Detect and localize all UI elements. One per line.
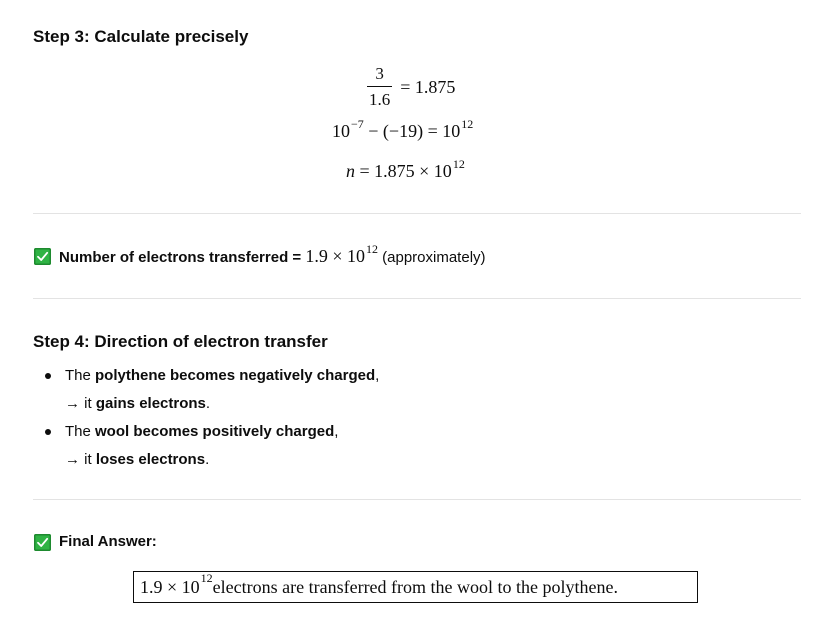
final-value-base: 1.9 × 10 xyxy=(140,576,200,597)
separator-2 xyxy=(33,298,801,299)
result-value xyxy=(305,242,378,266)
step3-heading: Step 3: Calculate precisely xyxy=(33,27,249,46)
direction-list xyxy=(33,362,379,474)
final-answer-text: electrons are transferred from the wool to the polythene. xyxy=(212,576,618,597)
result-power: 12 xyxy=(365,242,378,256)
check-mark-button-icon xyxy=(34,248,51,265)
fraction xyxy=(367,64,392,110)
fraction-equation xyxy=(367,62,455,112)
result-label: Number of electrons transferred = xyxy=(59,249,306,266)
final-answer-label xyxy=(59,533,157,550)
subline-bold: gains electrons xyxy=(95,395,206,412)
item-bold: wool becomes positively charged xyxy=(95,423,335,440)
exponent-base: 10 xyxy=(332,121,350,141)
check-mark-button-icon xyxy=(34,534,51,551)
list-item xyxy=(33,362,379,418)
item-suffix: , xyxy=(334,423,339,440)
subline-prefix: → it xyxy=(65,395,96,412)
n-equation xyxy=(346,157,465,182)
final-power: 12 xyxy=(200,570,213,585)
exponent-equation xyxy=(332,117,474,142)
item-prefix: The xyxy=(65,423,96,440)
item-suffix: , xyxy=(375,367,380,384)
item-subline xyxy=(65,446,379,474)
subline-bold: loses electrons xyxy=(95,451,206,468)
fraction-denominator: 1.6 xyxy=(367,86,392,110)
n-variable: n xyxy=(346,161,355,181)
result-value-base: 1.9 × 10 xyxy=(305,246,365,266)
result-line xyxy=(59,242,486,267)
fraction-numerator: 3 xyxy=(375,64,384,83)
subline-prefix: → it xyxy=(65,451,96,468)
exponent-power-right: 12 xyxy=(461,117,474,131)
n-expression: = 1.875 × 10 xyxy=(355,161,452,181)
subline-suffix: . xyxy=(205,395,211,412)
fraction-result: = 1.875 xyxy=(400,76,456,97)
n-power: 12 xyxy=(452,157,465,171)
exponent-power-left: −7 xyxy=(351,117,364,131)
list-item xyxy=(33,418,379,474)
exponent-middle: − (−19) = 10 xyxy=(363,121,461,141)
final-answer-label-text: Final Answer: xyxy=(59,533,157,550)
separator-1 xyxy=(33,213,801,214)
subline-suffix: . xyxy=(205,451,210,468)
result-suffix: (approximately) xyxy=(377,249,486,266)
item-subline xyxy=(65,390,379,418)
final-answer-box xyxy=(133,571,698,603)
separator-3 xyxy=(33,499,801,500)
item-prefix: The xyxy=(65,367,96,384)
item-bold: polythene becomes negatively charged xyxy=(95,367,376,384)
step4-heading: Step 4: Direction of electron transfer xyxy=(33,332,328,351)
